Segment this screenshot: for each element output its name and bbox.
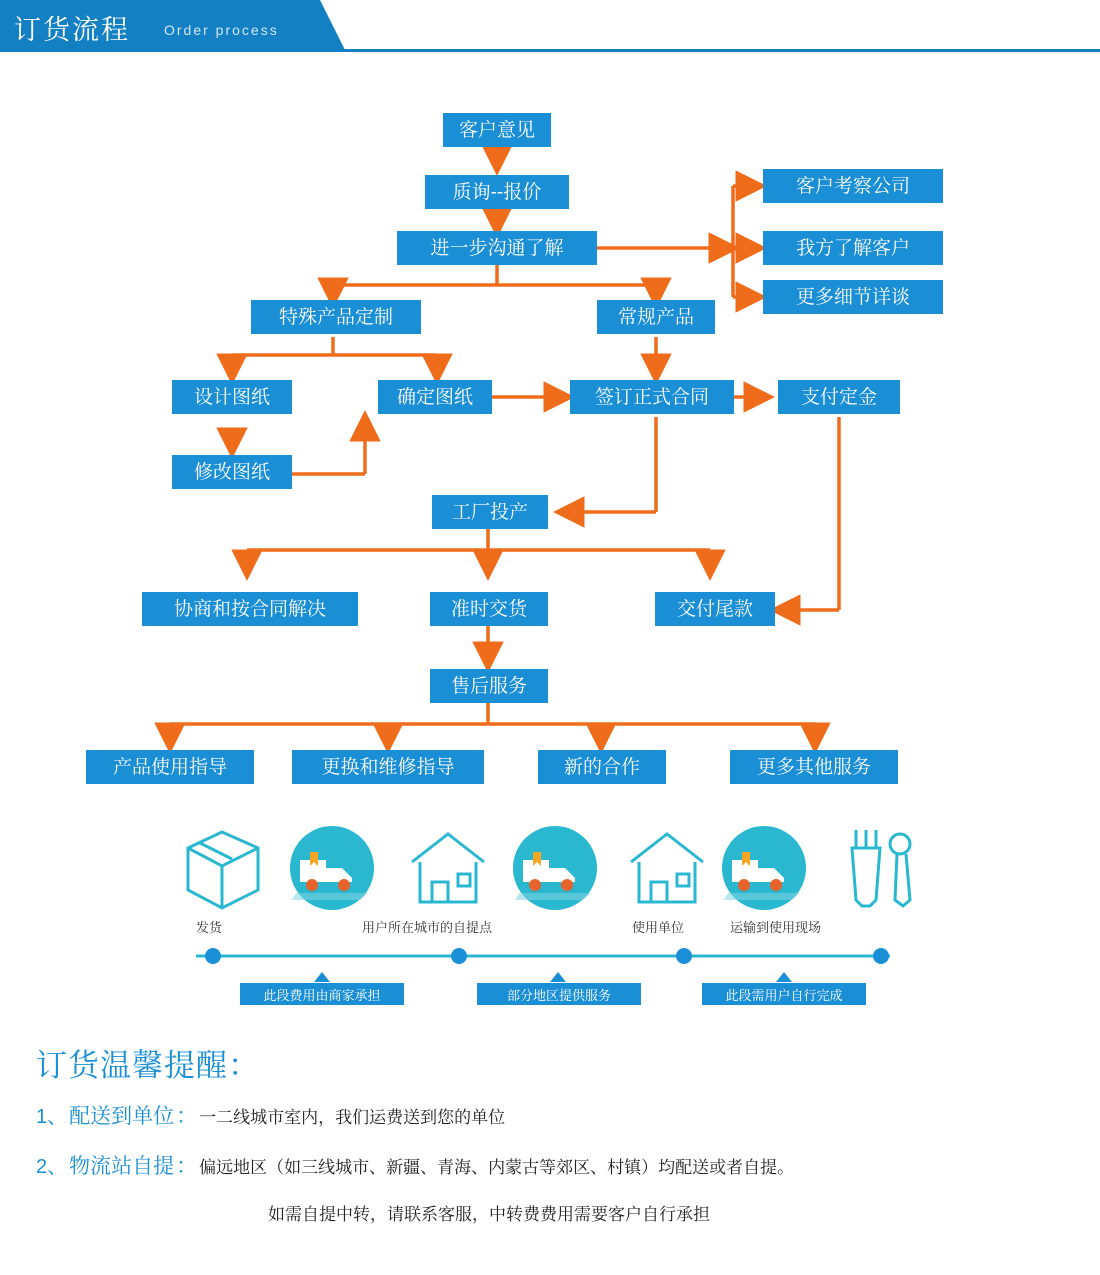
node-label: 支付定金 (800, 386, 877, 408)
node-label: 准时交货 (450, 598, 527, 620)
note-number: 1、 (36, 1106, 68, 1128)
logistics-strip (0, 790, 1100, 1020)
node-label: 进一步沟通了解 (430, 237, 564, 259)
flow-node-standard-product[interactable] (597, 300, 715, 334)
note-subnote: 如需自提中转，请联系客服，中转费费用需要客户自行承担 (268, 1205, 710, 1224)
flow-node-negotiate-resolve[interactable] (142, 592, 358, 626)
flow-node-new-cooperation[interactable] (538, 750, 666, 784)
notes-title: 订货温馨提醒： (36, 1048, 260, 1083)
node-label: 特殊产品定制 (278, 306, 393, 328)
page-subtitle: Order process (164, 22, 279, 38)
flow-node-confirm-drawing[interactable] (378, 380, 492, 414)
flow-node-final-payment[interactable] (655, 592, 775, 626)
flow-node-revise-drawing[interactable] (172, 455, 292, 489)
note-item-1 (36, 1100, 505, 1130)
note-item-2 (36, 1150, 794, 1180)
node-label: 常规产品 (617, 306, 694, 328)
node-label: 新的合作 (563, 756, 640, 778)
order-process-flowchart (0, 52, 1100, 797)
logistics-tag-user-self: 此段需用户自行完成 (702, 983, 866, 1005)
node-label: 更多其他服务 (756, 756, 871, 778)
truck-circle-icon-3 (722, 826, 806, 910)
node-label: 设计图纸 (193, 386, 270, 408)
flow-node-on-time-delivery[interactable] (430, 592, 548, 626)
flow-node-custom-product[interactable] (251, 300, 421, 334)
flow-node-sign-contract[interactable] (570, 380, 734, 414)
logistics-tag-merchant-cost: 此段费用由商家承担 (240, 983, 404, 1005)
flow-node-inquiry-quote[interactable] (425, 175, 569, 209)
logistics-label-end-unit: 使用单位 (632, 920, 685, 935)
note-number: 2、 (36, 1156, 68, 1178)
flow-node-more-details[interactable] (763, 280, 943, 314)
logistics-label-pickup-point: 用户所在城市的自提点 (362, 920, 493, 935)
node-label: 确定图纸 (396, 386, 473, 408)
logistics-tag-regional-service: 部分地区提供服务 (477, 983, 641, 1005)
node-label: 签订正式合同 (594, 386, 709, 408)
node-label: 售后服务 (450, 675, 527, 697)
flow-connectors (0, 52, 1100, 797)
flow-node-pay-deposit[interactable] (778, 380, 900, 414)
node-label: 客户意见 (458, 119, 535, 141)
flow-node-usage-guidance[interactable] (86, 750, 254, 784)
node-label: 交付尾款 (676, 598, 753, 620)
note-value: 一二线城市室内，我们运费送到您的单位 (199, 1108, 506, 1127)
house-icon-1 (412, 834, 484, 902)
node-label: 更多细节详谈 (795, 286, 910, 308)
note-key: 物流站自提 (69, 1155, 175, 1178)
truck-circle-icon-1 (290, 826, 374, 910)
tools-icon (852, 830, 910, 906)
note-colon: ： (176, 1155, 198, 1178)
flow-node-we-know-customer[interactable] (763, 231, 943, 265)
node-label: 协商和按合同解决 (173, 598, 326, 620)
node-label: 更换和维修指导 (321, 756, 455, 778)
logistics-timeline (196, 948, 890, 982)
flow-node-further-communication[interactable] (397, 231, 597, 265)
flow-node-replace-repair-guidance[interactable] (292, 750, 484, 784)
flow-node-customer-opinion[interactable] (443, 113, 551, 147)
truck-circle-icon-2 (513, 826, 597, 910)
note-key: 配送到单位 (69, 1105, 175, 1128)
package-icon (188, 832, 258, 908)
flow-node-design-drawing[interactable] (172, 380, 292, 414)
logistics-label-transport-to-site: 运输到使用现场 (730, 920, 822, 935)
order-notes (0, 1030, 1100, 1275)
page-title: 订货流程 (14, 15, 130, 45)
flow-node-factory-production[interactable] (432, 495, 548, 529)
node-label: 工厂投产 (451, 501, 528, 523)
logistics-label-shipping: 发货 (196, 920, 223, 935)
flow-node-more-services[interactable] (730, 750, 898, 784)
node-label: 客户考察公司 (795, 175, 910, 197)
page-header (0, 0, 1100, 52)
house-icon-2 (631, 834, 703, 902)
node-label: 修改图纸 (193, 461, 270, 483)
flow-node-after-sales[interactable] (430, 669, 548, 703)
note-value: 偏远地区（如三线城市、新疆、青海、内蒙古等郊区、村镇）均配送或者自提。 (199, 1158, 795, 1177)
node-label: 产品使用指导 (112, 756, 227, 778)
node-label: 质询--报价 (452, 181, 542, 203)
note-colon: ： (176, 1105, 198, 1128)
flow-node-customer-visit[interactable] (763, 169, 943, 203)
node-label: 我方了解客户 (795, 237, 910, 259)
